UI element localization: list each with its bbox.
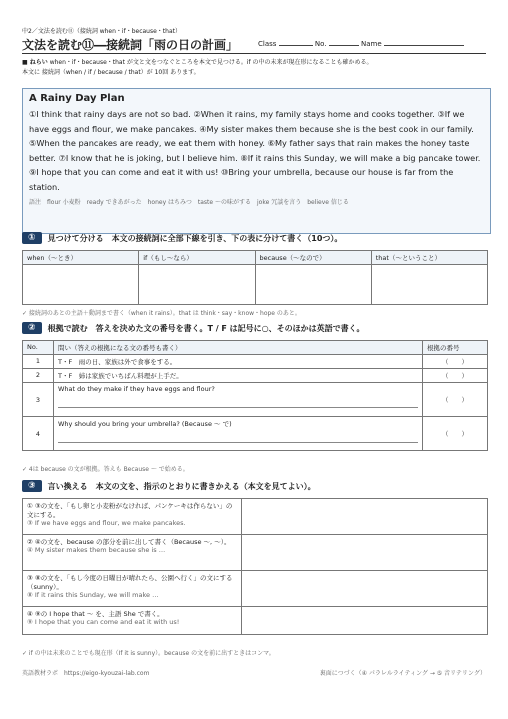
col-when: when（～とき） — [23, 251, 139, 265]
story-title: A Rainy Day Plan — [29, 93, 125, 104]
row-number: 4 — [23, 417, 54, 451]
aim-count-text: 本文に 接続詞（when / if / because / that）が 10回 あります。 — [22, 69, 200, 76]
question-cell[interactable] — [54, 417, 423, 451]
answer-cell-when[interactable] — [23, 265, 139, 305]
rewrite-answer-cell[interactable] — [242, 607, 488, 635]
table-row — [23, 499, 488, 535]
no-label: No. — [314, 40, 327, 48]
row-number: 1 — [23, 355, 54, 369]
section1-header — [22, 232, 342, 244]
col-no: No. — [23, 341, 54, 355]
col-question: 問い（答えの根拠になる文の番号も書く） — [54, 341, 423, 355]
evidence-blank[interactable]: （ ） — [423, 417, 488, 451]
class-field[interactable] — [258, 40, 464, 48]
section2-heading: 根拠で読む 答えを決めた文の番号を書く。T / F は記号に○、そのほかは英語で書く。 — [47, 323, 365, 333]
aim-text: when・if・because・that が文と文をつなぐところを本文で見つける。if の中の未来が現在形になることも確かめる。 — [49, 59, 373, 66]
story-box — [22, 88, 491, 234]
row-number: 2 — [23, 369, 54, 383]
rewrite-instruction: ① ③の文を、「もし卵と小麦粉がなければ、パンケーキは作らない」の文にする。 — [27, 502, 233, 519]
class-label: Class — [258, 40, 277, 48]
section3-note: ✓ if の中は未来のことでも現在形（If it is sunny）。because の文を前に出すときはコンマ。 — [22, 650, 275, 657]
header-divider — [22, 53, 486, 54]
section1-heading: 見つけて分ける 本文の接続詞に全部下線を引き、下の表に分けて書く（10つ）。 — [47, 233, 343, 243]
section1-number: ① — [22, 232, 42, 244]
table-row — [23, 571, 488, 607]
answer-line[interactable] — [58, 442, 418, 443]
aim-label: ■ ねらい — [22, 59, 48, 66]
answer-line[interactable] — [58, 407, 418, 408]
table-row — [23, 535, 488, 571]
col-if: if（もし～なら） — [139, 251, 255, 265]
question-text[interactable]: T・F 雨の日、家族は外で食事をする。 — [54, 355, 423, 369]
table-row — [23, 369, 488, 383]
section2-header — [22, 322, 364, 334]
question-text: Why should you bring your umbrella? (Because ～ で) — [58, 420, 232, 428]
question-text: What do they make if they have eggs and flour? — [58, 385, 215, 393]
rewrite-answer-cell[interactable] — [242, 499, 488, 535]
evidence-blank[interactable]: （ ） — [423, 383, 488, 417]
original-sentence: ③ If we have eggs and flour, we make pancakes. — [27, 519, 186, 527]
table-row — [23, 607, 488, 635]
original-sentence: ⑧ If it rains this Sunday, we will make … — [27, 591, 159, 599]
top-note: 中2／文法を読む⑪（接続詞 when・if・because・that） — [22, 28, 181, 35]
original-sentence: ④ My sister makes them because she is … — [27, 546, 166, 554]
footer-left: 英語教材ラボ https://eigo-kyouzai-lab.com — [22, 670, 150, 677]
name-label: Name — [360, 40, 382, 48]
rewrite-instruction: ② ④の文を、because の部分を前に出して書く（Because ～, ～）。 — [27, 538, 231, 546]
answer-cell-because[interactable] — [255, 265, 371, 305]
col-because: because（～なので） — [255, 251, 371, 265]
section3-header — [22, 480, 316, 492]
table-row — [23, 383, 488, 417]
conjunction-table — [22, 250, 488, 305]
story-text: ①I think that rainy days are not so bad. ②When it rains, my family stays home and cooks together. ③If we have eggs and flour, we make pancakes. ④My sister makes them because she is the best cook in our family. ⑤When the pancakes are ready, we eat them with honey. ⑥My father says that rain makes the honey taste better. ⑦I know that he is joking, but I believe him. ⑧If it rains this Sunday, we will make a big pancake tower. ⑨I hope that you can come and eat it with us! ⑩Bring your umbrella, because our house is far from the station. — [29, 109, 481, 192]
question-cell[interactable] — [54, 383, 423, 417]
table-row — [23, 417, 488, 451]
evidence-blank[interactable]: （ ） — [423, 369, 488, 383]
section2-number: ② — [22, 322, 42, 334]
answer-cell-if[interactable] — [139, 265, 255, 305]
table-row — [23, 355, 488, 369]
section3-number: ③ — [22, 480, 42, 492]
section3-heading: 言い換える 本文の文を、指示のとおりに書きかえる（本文を見てよい）。 — [47, 481, 316, 491]
footer-right: 裏面につづく（④ パラレルライティング → ⑤ 音リテリング） — [319, 670, 486, 677]
rewrite-instruction: ③ ⑧の文を、「もし今度の日曜日が晴れたら、公園へ行く」の文にする（sunny）。 — [27, 574, 233, 591]
aim-block — [22, 58, 486, 78]
vocab-note: 語注 flour 小麦粉 ready できあがった honey はちみつ taste ～の味がする joke 冗談を言う believe 信じる — [29, 199, 349, 206]
evidence-blank[interactable]: （ ） — [423, 355, 488, 369]
page-title: 文法を読む⑪―接続詞「雨の日の計画」 — [22, 38, 239, 52]
question-text[interactable]: T・F 姉は家族でいちばん料理が上手だ。 — [54, 369, 423, 383]
rewrite-instruction: ④ ⑨の I hope that ～ を、主語 She で書く。 — [27, 610, 164, 618]
rewrite-table — [22, 498, 488, 635]
section2-note: ✓ 4は because の文が根拠。答えも Because ～ で始める。 — [22, 466, 189, 473]
original-sentence: ⑨ I hope that you can come and eat it with us! — [27, 618, 180, 626]
evidence-table — [22, 340, 488, 451]
rewrite-answer-cell[interactable] — [242, 571, 488, 607]
rewrite-answer-cell[interactable] — [242, 535, 488, 571]
section1-note: ✓ 接続詞のあとの主語＋動詞まで書く（when it rains）。that は think・say・know・hope のあと。 — [22, 310, 301, 317]
answer-cell-that[interactable] — [371, 265, 487, 305]
row-number: 3 — [23, 383, 54, 417]
col-that: that（～ということ） — [371, 251, 487, 265]
col-evidence: 根拠の番号 — [423, 341, 488, 355]
